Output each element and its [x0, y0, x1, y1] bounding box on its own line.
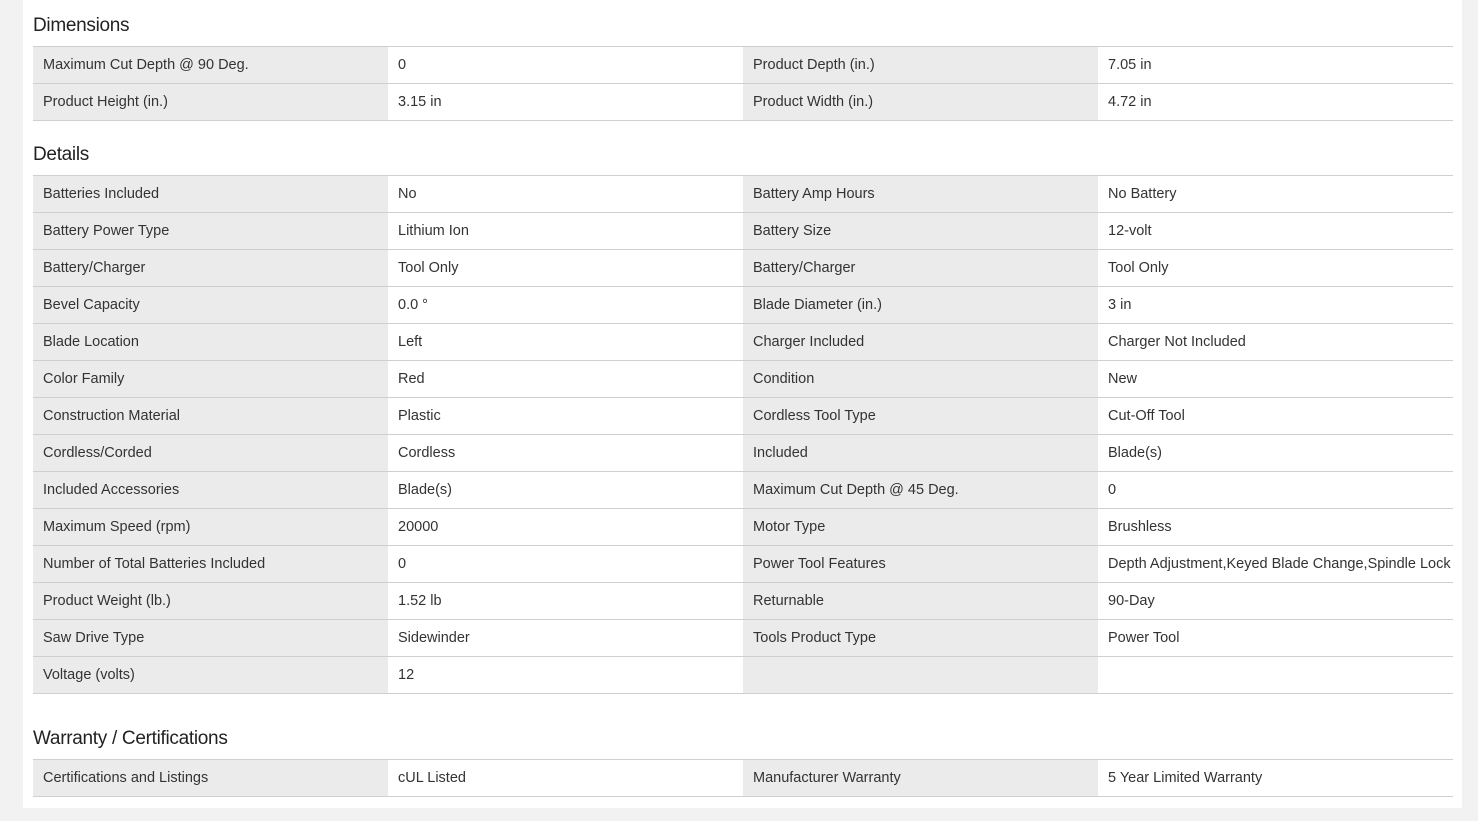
spec-label: Motor Type: [743, 509, 1098, 546]
spec-value: 1.52 lb: [388, 583, 743, 620]
spec-label: Battery/Charger: [33, 250, 388, 287]
spec-value: New: [1098, 361, 1453, 398]
details-table: [33, 175, 1453, 694]
spec-label: Cordless Tool Type: [743, 398, 1098, 435]
spec-label: Color Family: [33, 361, 388, 398]
spec-label: Battery Amp Hours: [743, 176, 1098, 213]
spec-label: Maximum Cut Depth @ 90 Deg.: [33, 47, 388, 84]
spec-row: [33, 176, 1453, 213]
spec-label: Number of Total Batteries Included: [33, 546, 388, 583]
spec-row: [33, 583, 1453, 620]
spec-row: [33, 546, 1453, 583]
spec-label: Tools Product Type: [743, 620, 1098, 657]
spec-value: Charger Not Included: [1098, 324, 1453, 361]
spec-label: Charger Included: [743, 324, 1098, 361]
spec-row: [33, 213, 1453, 250]
spec-label: Returnable: [743, 583, 1098, 620]
spec-value: Left: [388, 324, 743, 361]
spec-value: Plastic: [388, 398, 743, 435]
spec-value: Blade(s): [1098, 435, 1453, 472]
spec-value: Blade(s): [388, 472, 743, 509]
spec-value: Sidewinder: [388, 620, 743, 657]
spec-label: Construction Material: [33, 398, 388, 435]
spec-value: 0.0 °: [388, 287, 743, 324]
spec-value: 7.05 in: [1098, 47, 1453, 84]
specifications-panel: [23, 0, 1462, 808]
spec-label: Saw Drive Type: [33, 620, 388, 657]
section-title-details: Details: [33, 144, 89, 165]
spec-label: Cordless/Corded: [33, 435, 388, 472]
spec-value: 5 Year Limited Warranty: [1098, 760, 1453, 797]
spec-label: Product Width (in.): [743, 84, 1098, 121]
spec-label: Bevel Capacity: [33, 287, 388, 324]
spec-label: Product Depth (in.): [743, 47, 1098, 84]
spec-label: Battery/Charger: [743, 250, 1098, 287]
spec-value: 12: [388, 657, 743, 694]
spec-value: 12-volt: [1098, 213, 1453, 250]
spec-row: [33, 657, 1453, 694]
spec-label: Blade Location: [33, 324, 388, 361]
spec-label: Blade Diameter (in.): [743, 287, 1098, 324]
spec-value: 3 in: [1098, 287, 1453, 324]
spec-value: Cordless: [388, 435, 743, 472]
spec-label: Included: [743, 435, 1098, 472]
spec-value: Brushless: [1098, 509, 1453, 546]
spec-row: [33, 760, 1453, 797]
spec-row: [33, 509, 1453, 546]
spec-label: Battery Size: [743, 213, 1098, 250]
spec-value: No: [388, 176, 743, 213]
spec-row: [33, 287, 1453, 324]
spec-label: Battery Power Type: [33, 213, 388, 250]
spec-label: Manufacturer Warranty: [743, 760, 1098, 797]
spec-value: 0: [388, 47, 743, 84]
spec-label: Condition: [743, 361, 1098, 398]
spec-label: Maximum Speed (rpm): [33, 509, 388, 546]
spec-row: [33, 361, 1453, 398]
spec-value: Tool Only: [1098, 250, 1453, 287]
warranty-section: [33, 713, 1452, 797]
spec-label: Batteries Included: [33, 176, 388, 213]
dimensions-section: [33, 0, 1452, 121]
spec-value: Cut-Off Tool: [1098, 398, 1453, 435]
spec-label: Maximum Cut Depth @ 45 Deg.: [743, 472, 1098, 509]
spec-value: 3.15 in: [388, 84, 743, 121]
section-title-warranty: Warranty / Certifications: [33, 728, 228, 749]
spec-label: Power Tool Features: [743, 546, 1098, 583]
spec-value: Lithium Ion: [388, 213, 743, 250]
spec-label: Certifications and Listings: [33, 760, 388, 797]
spec-value: 90-Day: [1098, 583, 1453, 620]
spec-value: cUL Listed: [388, 760, 743, 797]
spec-value: Tool Only: [388, 250, 743, 287]
spec-value: 0: [388, 546, 743, 583]
spec-label: Product Height (in.): [33, 84, 388, 121]
spec-row: [33, 324, 1453, 361]
spec-row: [33, 47, 1453, 84]
spec-label: Voltage (volts): [33, 657, 388, 694]
spec-value: 0: [1098, 472, 1453, 509]
spec-value: No Battery: [1098, 176, 1453, 213]
spec-label: Included Accessories: [33, 472, 388, 509]
section-title-dimensions: Dimensions: [33, 15, 130, 36]
spec-row: [33, 84, 1453, 121]
spec-label: Product Weight (lb.): [33, 583, 388, 620]
spec-row: [33, 398, 1453, 435]
spec-value: [1098, 657, 1453, 694]
spec-value: Red: [388, 361, 743, 398]
details-section: [33, 129, 1452, 694]
dimensions-table: [33, 46, 1453, 121]
spec-value: 20000: [388, 509, 743, 546]
spec-row: [33, 620, 1453, 657]
spec-value: Power Tool: [1098, 620, 1453, 657]
spec-row: [33, 435, 1453, 472]
spec-value: Depth Adjustment,Keyed Blade Change,Spindle Lock: [1098, 546, 1453, 583]
spec-label: [743, 657, 1098, 694]
spec-row: [33, 472, 1453, 509]
spec-value: 4.72 in: [1098, 84, 1453, 121]
warranty-table: [33, 759, 1453, 797]
spec-row: [33, 250, 1453, 287]
